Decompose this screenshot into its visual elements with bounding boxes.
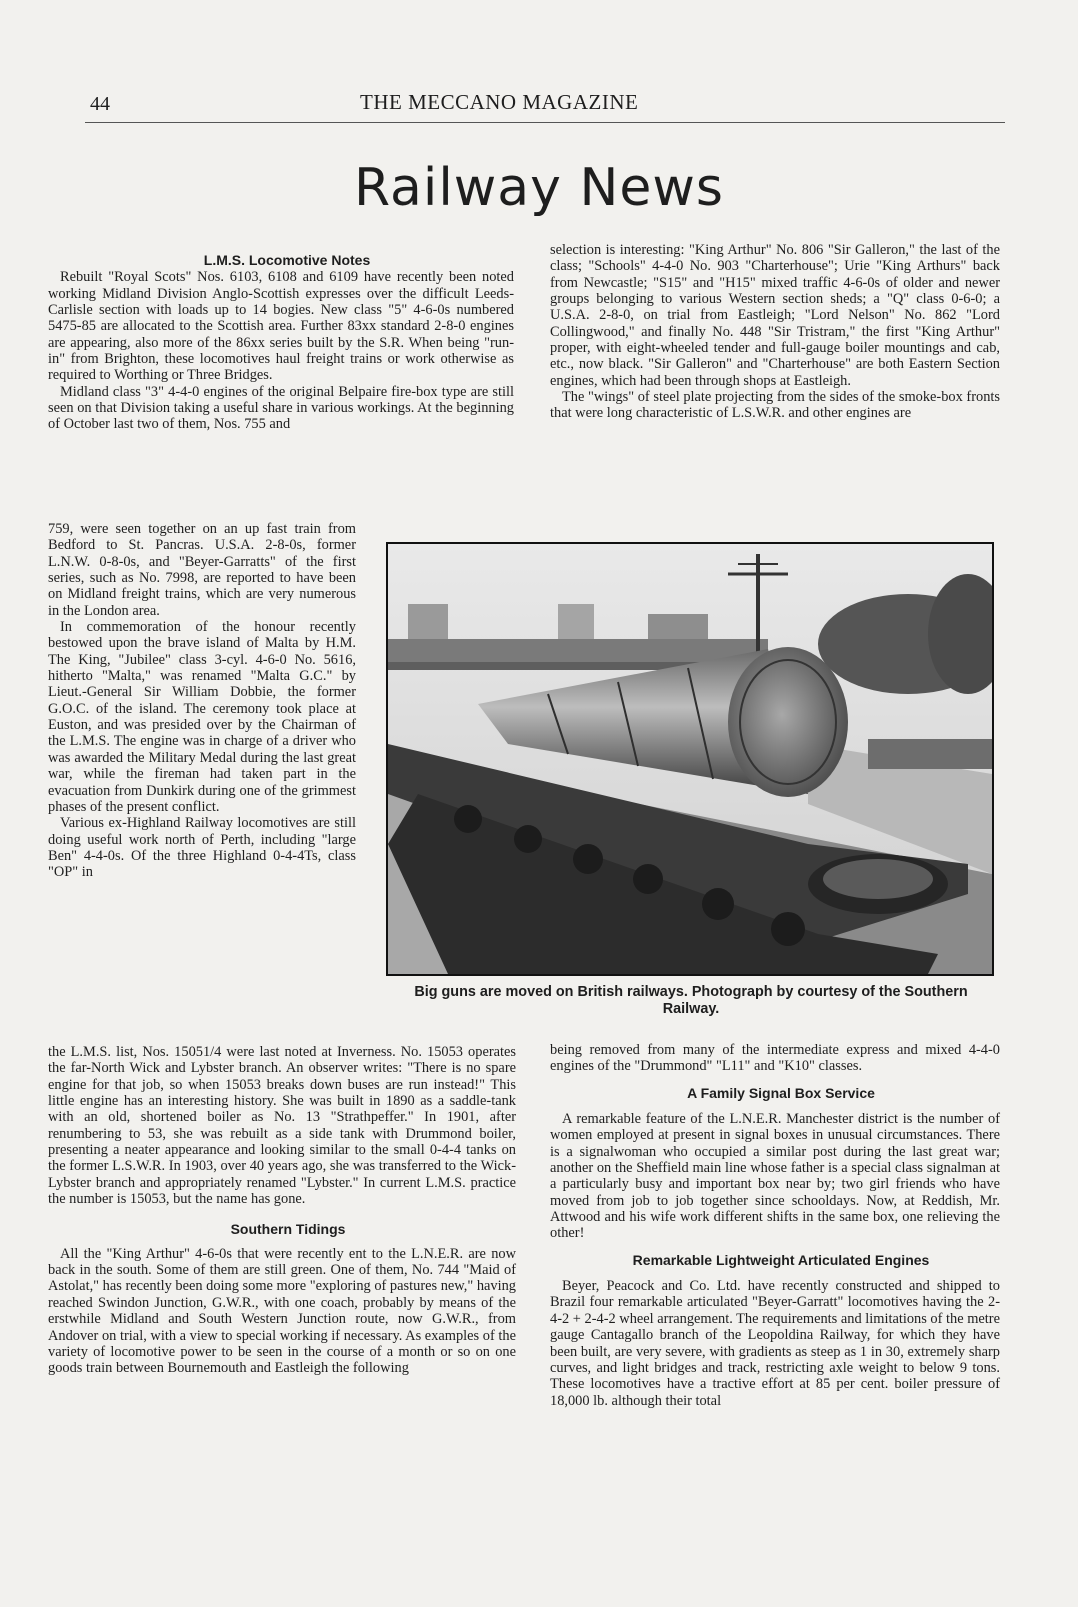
lms-paragraph-4b: the L.M.S. list, Nos. 15051/4 were last noted at Inverness. No. 15053 operates the far-North Wick and Lybster branch. An observer writes: "There is no spare engine for that job, so when 15053 breaks down buses are run instead!" This little engine has an interesting history. She was built in 1890 as a saddle-tank with an old, shortened boiler as No. 13 "Strathpeffer." In 1901, after renumbering to 53, she was rebuilt as a side tank with Drummond boiler, presenting a neater appearance and looking similar to the small 0-4-4 tanks on the former L.S.W.R. In 1903, over 40 years ago, she was transferred to the Wick-Lybster branch and appropriately renamed "Lybster." In current L.M.S. practice the number is 15053, but the name has gone. xyxy=(48,1044,516,1208)
lms-paragraph-4a: Various ex-Highland Railway locomotives are still doing useful work north of Perth, including "large Ben" 4-4-0s. Of the three Highland 0-4-4Ts, class "OP" in xyxy=(48,815,356,881)
page-headline: Railway News xyxy=(354,158,724,218)
southern-paragraph-2a: The "wings" of steel plate projecting from the sides of the smoke-box fronts that were long characteristic of L.S.W.R. and other engines are xyxy=(550,389,1000,422)
articulated-engines-paragraph: Beyer, Peacock and Co. Ltd. have recently constructed and shipped to Brazil four remarkable articulated "Beyer-Garratt" locomotives having the 2-4-2 + 2-4-2 wheel arrangement. The requirements and limitations of the metre gauge Cantagallo branch of the Leopoldina Railway, for which they have been built, are very severe, with gradients as steep as 1 in 30, extremely sharp curves, and light bridges and track, restricting axle weight to below 9 tons. These locomotives have a tractive effort at 85 per cent. boiler pressure of 18,000 lb. although their total xyxy=(550,1278,1000,1409)
lms-paragraph-2a: Midland class "3" 4-4-0 engines of the original Belpaire fire-box type are still seen on that Division taking a useful share in various workings. At the beginning of October last two of them, Nos. 755 and xyxy=(48,383,514,433)
southern-paragraph-1-cont: selection is interesting: "King Arthur" No. 806 "Sir Galleron," the last of the class; "Schools" 4-4-0 No. 903 "Charterhouse"; Urie "King Arthurs" back from Newcastle; "S15" and "H15" mixed traffic 4-6-0s of older and newer groups belonging to various Western section sheds; a "Q" class 0-6-0; a U.S.A. 2-8-0, on trial from Eastleigh; "Lord Nelson" No. 862 "Lord Collingwood," and finally No. 448 "Sir Tristram," the first "King Arthur" proper, with eight-wheeled tender and full-gauge boiler mountings and cab, etc., now black. "Sir Galleron" and "Charterhouse" are both Eastern Section engines, which had been through shops at Eastleigh. xyxy=(550,242,1000,389)
header-rule xyxy=(85,122,1005,123)
right-column-bottom xyxy=(550,1042,1000,1409)
page-number: 44 xyxy=(90,93,110,115)
lms-notes-top xyxy=(48,252,514,433)
lms-paragraph-3: In commemoration of the honour recently bestowed upon the brave island of Malta by H.M. The King, "Jubilee" class 3-cyl. 4-6-0 No. 5616, hitherto "Malta," was renamed "Malta G.C." by Lieut.-General Sir William Dobbie, the former G.O.C. of the island. The ceremony took place at Euston, and was presided over by the Chairman of the L.M.S. The engine was in charge of a driver who was awarded the Military Medal during the last great war, while the fireman had taken part in the evacuation from Dunkirk during one of the grimmest phases of the present conflict. xyxy=(48,619,356,815)
photo-caption: Big guns are moved on British railways. Photograph by courtesy of the Southern Railway. xyxy=(414,984,968,1017)
lms-paragraph-2b: 759, were seen together on an up fast train from Bedford to St. Pancras. U.S.A. 2-8-0s, former L.N.W. 0-8-0s, and "Beyer-Garratts" of the first series, such as No. 7998, are reported to have been on Midland freight trains, which are very numerous in the London area. xyxy=(48,521,356,619)
lms-notes-bottom xyxy=(48,1044,516,1377)
southern-paragraph-1: All the "King Arthur" 4-6-0s that were recently ent to the L.N.E.R. are now back in the south. Some of them are still green. One of them, No. 744 "Maid of Astolat," has recently been doing some more "exploring of pastures new," having reached Swindon Junction, G.W.R., with one coach, probably by means of the erstwhile Midland and South Western Junction route, now G.W.R., from Andover on trial, with a view to special working if necessary. As examples of the variety of locomotive power to be seen in the course of a month or so on one goods train between Bournemouth and Eastleigh the following xyxy=(48,1245,516,1377)
southern-paragraph-2b: being removed from many of the intermediate express and mixed 4-4-0 engines of the "Drummond" "L11" and "K10" classes. xyxy=(550,1042,1000,1075)
railway-gun-photo-illustration xyxy=(388,544,992,974)
magazine-title: THE MECCANO MAGAZINE xyxy=(360,90,639,114)
big-guns-photo xyxy=(386,542,994,976)
signal-box-paragraph: A remarkable feature of the L.N.E.R. Manchester district is the number of women employed at present in signal boxes in unusual circumstances. There is a signalwoman who occupied a similar post during the last great war; another on the Sheffield main line whose father is a special class signalman at a particularly busy and important box near by; two girl friends who have moved from job to job together since schooldays. Now, at Reddish, Mr. Attwood and his wife work different shifts in the same box, one relieving the other! xyxy=(550,1111,1000,1242)
lms-paragraph-1: Rebuilt "Royal Scots" Nos. 6103, 6108 and 6109 have recently been noted working Midland Division Anglo-Scottish expresses over the difficult Leeds-Carlisle section with loads up to 14 bogies. New class "5" 4-6-0s numbered 5475-85 are allocated to the Scottish area. Further 83xx standard 2-8-0 engines are appearing, also more of the 86xx series built by the S.R. When being "run-in" from Brighton, these locomotives haul freight trains or work otherwise as required to Worthing or Three Bridges. xyxy=(48,269,514,384)
southern-tidings-heading: Southern Tidings xyxy=(230,1221,346,1238)
signal-box-heading: A Family Signal Box Service xyxy=(687,1084,875,1101)
articulated-engines-heading: Remarkable Lightweight Articulated Engines xyxy=(632,1251,930,1268)
lms-notes-heading: L.M.S. Locomotive Notes xyxy=(203,252,371,268)
southern-continued xyxy=(550,242,1000,422)
lms-notes-narrow xyxy=(48,521,356,881)
